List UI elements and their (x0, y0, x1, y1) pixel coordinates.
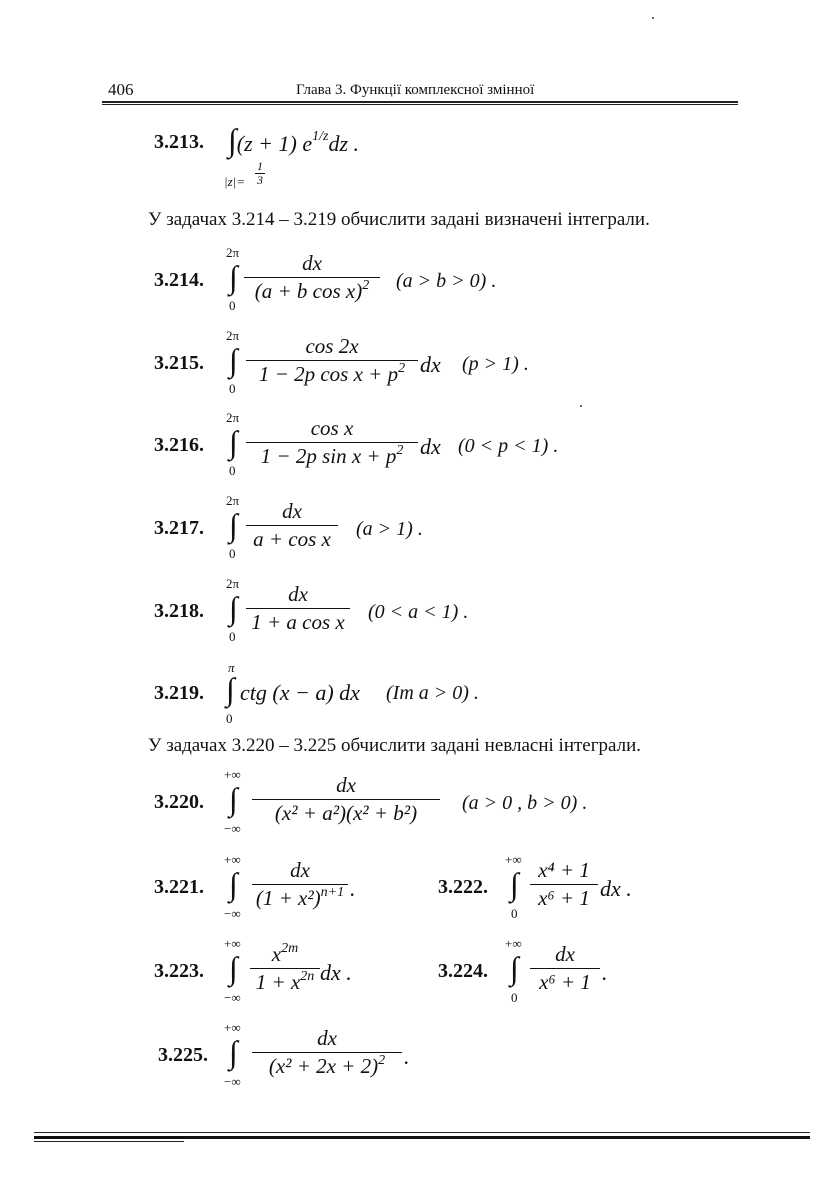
lower-limit: 0 (226, 711, 233, 726)
header-rule-2 (102, 104, 738, 105)
problem-number: 3.217. (154, 517, 204, 539)
lower-limit: 0 (229, 463, 236, 478)
integrand-fraction: dx (x² + a²)(x² + b²) (252, 774, 440, 825)
integral-sign-icon: ∫ (229, 866, 238, 902)
integrand-fraction: $x^{2m}$ $1 + x^{2n}$ (250, 943, 320, 994)
differential: dx . (600, 876, 632, 901)
upper-limit: 2π (226, 576, 240, 591)
problem-number: 3.220. (154, 791, 204, 813)
integrand-fraction: dx 1 + a cos x (246, 583, 350, 634)
section-intro-definite: У задачах 3.214 – 3.219 обчислити задані визначені інтеграли. (148, 209, 650, 230)
lower-limit: 0 (229, 298, 236, 313)
problem-number: 3.223. (154, 960, 204, 982)
header-rule (102, 101, 738, 103)
integral-expression: ∫(z + 1) $e^{1/z}dz$ . (228, 122, 359, 158)
problem-number: 3.221. (154, 876, 204, 898)
integrand-fraction: dx a + cos x (246, 500, 338, 551)
integral-contour: |z|= (224, 174, 245, 189)
problem-number: 3.213. (154, 131, 204, 153)
running-title: Глава 3. Функції комплексної змінної (296, 82, 535, 98)
footer-rule-short (34, 1141, 184, 1142)
problem-number: 3.214. (154, 269, 204, 291)
integral-sign-icon: ∫ (229, 1034, 238, 1070)
problem-number: 3.215. (154, 352, 204, 374)
period: . (404, 1044, 410, 1069)
upper-limit: +∞ (224, 1020, 241, 1035)
lower-limit: 0 (511, 990, 518, 1005)
differential: dx (420, 434, 441, 459)
upper-limit: +∞ (224, 852, 241, 867)
condition: (a > b > 0) . (396, 270, 497, 292)
upper-limit: 2π (226, 245, 240, 260)
integral-sign-icon: ∫ (229, 259, 238, 295)
period: . (350, 876, 356, 901)
upper-limit: 2π (226, 328, 240, 343)
upper-limit: 2π (226, 493, 240, 508)
scan-speck (652, 17, 654, 19)
problem-number: 3.219. (154, 682, 204, 704)
condition: (0 < p < 1) . (458, 435, 559, 457)
upper-limit: +∞ (224, 767, 241, 782)
integral-sign-icon: ∫ (510, 866, 519, 902)
lower-limit: 0 (229, 381, 236, 396)
condition: (0 < a < 1) . (368, 601, 469, 623)
integrand-fraction: dx (a + b cos x)$^2$ (244, 252, 380, 303)
upper-limit: +∞ (505, 936, 522, 951)
integral-sign-icon: ∫ (229, 590, 238, 626)
section-intro-improper: У задачах 3.220 – 3.225 обчислити задані невласні інтеграли. (148, 735, 642, 756)
contour-fraction: 1 3 (257, 159, 263, 188)
upper-limit: +∞ (505, 852, 522, 867)
footer-rule-thick (34, 1136, 810, 1139)
lower-limit: 0 (511, 906, 518, 921)
differential: dx . (320, 960, 352, 985)
scan-speck (580, 405, 582, 407)
lower-limit: −∞ (224, 990, 241, 1005)
period: . (602, 960, 608, 985)
lower-limit: −∞ (224, 821, 241, 836)
integrand: ctg (x − a) dx (240, 680, 360, 705)
integrand-fraction: cos x 1 − 2p $\sin x + p^2$ (246, 417, 418, 468)
lower-limit: −∞ (224, 906, 241, 921)
condition: (p > 1) . (462, 353, 529, 375)
upper-limit: 2π (226, 410, 240, 425)
integrand-fraction: dx x⁶ + 1 (530, 943, 600, 994)
lower-limit: 0 (229, 546, 236, 561)
problem-number: 3.225. (158, 1044, 208, 1066)
problem-number: 3.224. (438, 960, 488, 982)
integrand-fraction: dx $(x^2 + 2x + 2)^2$ (252, 1027, 402, 1078)
integral-sign-icon: ∫ (229, 950, 238, 986)
integral-sign-icon: ∫ (229, 507, 238, 543)
integral-sign-icon: ∫ (226, 671, 235, 707)
page-number: 406 (108, 80, 134, 99)
integrand-fraction: x⁴ + 1 x⁶ + 1 (530, 859, 598, 910)
footer-rule-thin (34, 1132, 810, 1133)
integrand-fraction: dx $(1 + x^2)^{n+1}$ (252, 859, 348, 910)
condition: (a > 0 , b > 0) . (462, 792, 588, 814)
problem-number: 3.216. (154, 434, 204, 456)
lower-limit: −∞ (224, 1074, 241, 1089)
integral-sign-icon: ∫ (510, 950, 519, 986)
condition: (Im a > 0) . (386, 682, 479, 704)
condition: (a > 1) . (356, 518, 423, 540)
lower-limit: 0 (229, 629, 236, 644)
problem-number: 3.222. (438, 876, 488, 898)
problem-number: 3.218. (154, 600, 204, 622)
integral-sign-icon: ∫ (229, 781, 238, 817)
integral-sign-icon: ∫ (228, 122, 237, 158)
upper-limit: π (228, 660, 235, 675)
upper-limit: +∞ (224, 936, 241, 951)
integral-sign-icon: ∫ (229, 424, 238, 460)
integrand-fraction: cos 2x 1 − 2p $\cos x + p^2$ (246, 335, 418, 386)
integral-sign-icon: ∫ (229, 342, 238, 378)
differential: dx (420, 352, 441, 377)
